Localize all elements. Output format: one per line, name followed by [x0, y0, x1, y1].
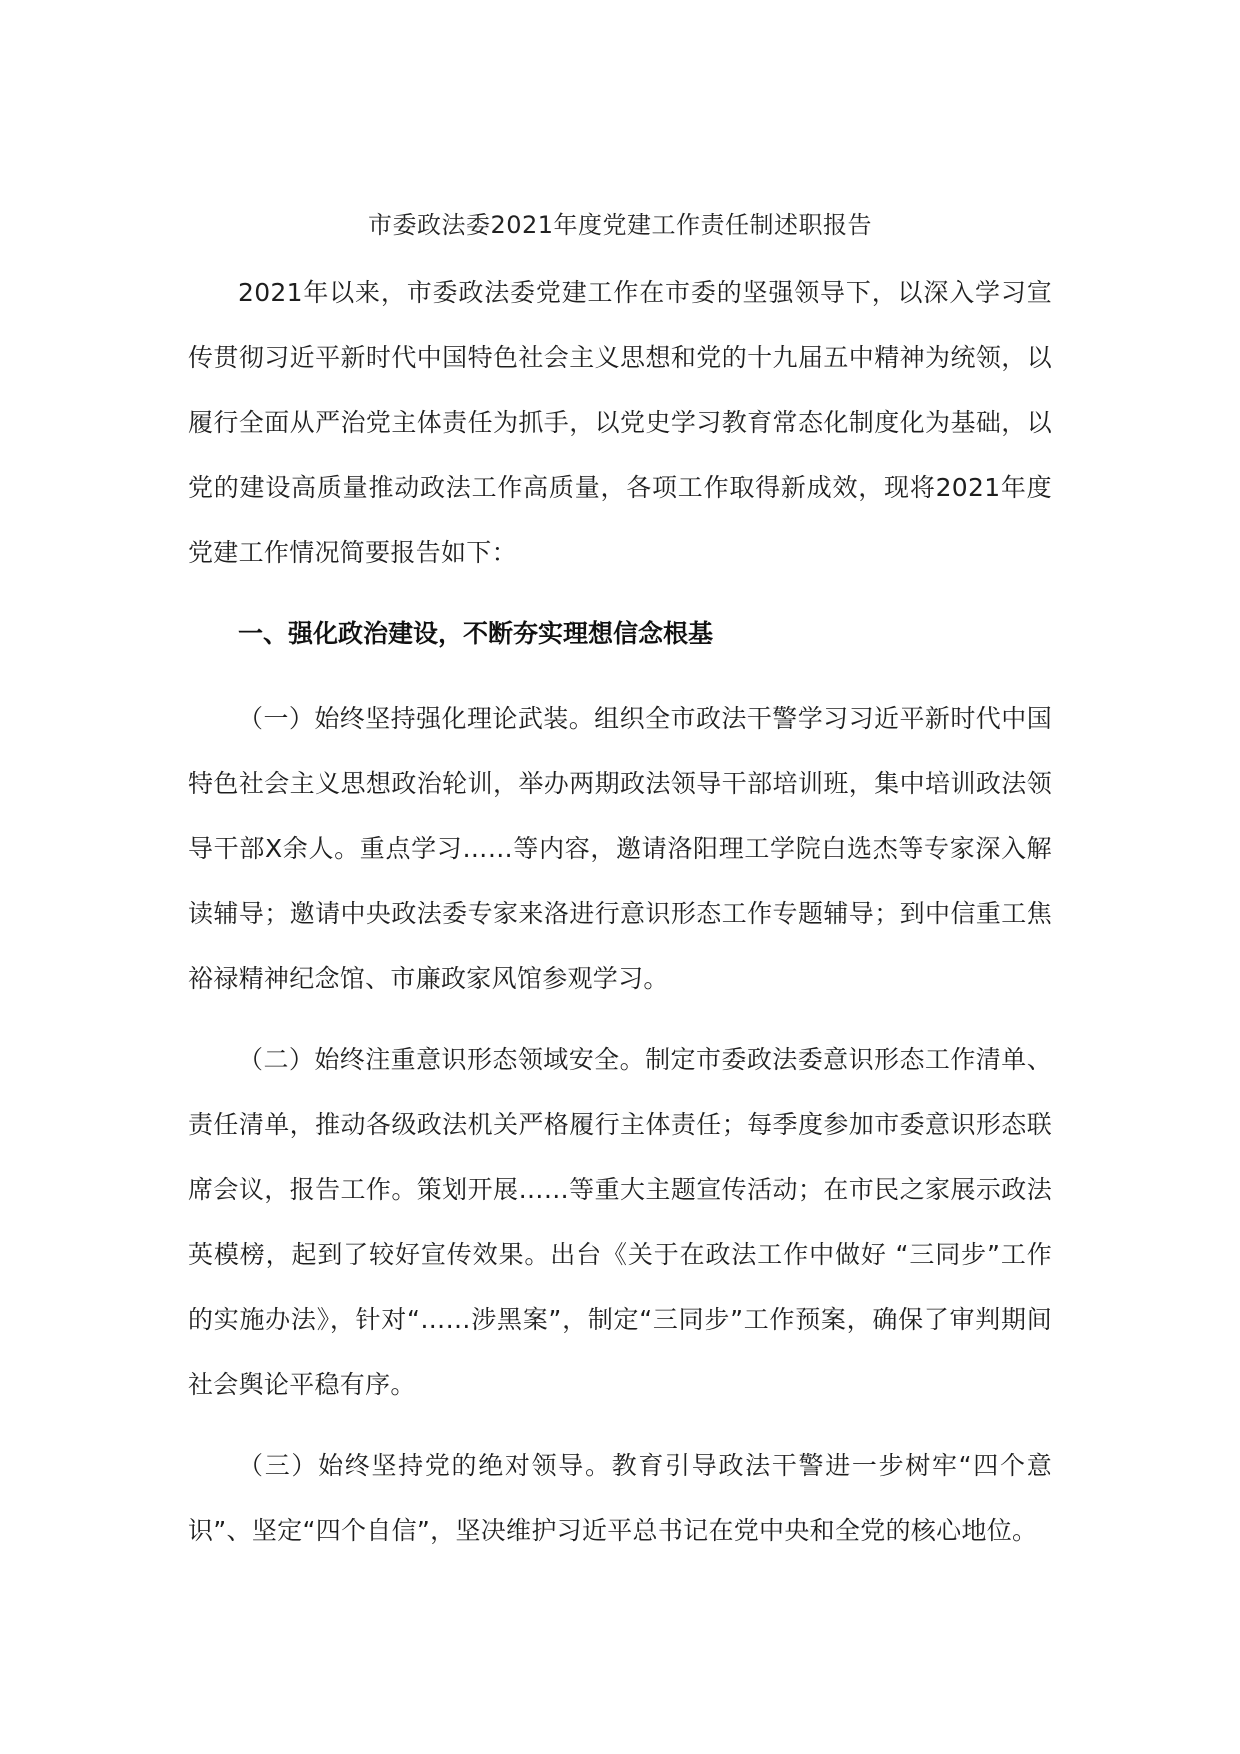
section-heading-1: 一、强化政治建设，不断夯实理想信念根基	[238, 619, 714, 648]
item-paragraph-3: （三）始终坚持党的绝对领导。教育引导政法干警进一步树牢“四个意识”、坚定“四个自信”，坚决维护习近平总书记在党中央和全党的核心地位。	[188, 1451, 1052, 1545]
intro-paragraph: 2021年以来，市委政法委党建工作在市委的坚强领导下，以深入学习宣传贯彻习近平新时代中国特色社会主义思想和党的十九届五中精神为统领，以履行全面从严治党主体责任为抓手，以党史学习教育常态化制度化为基础，以党的建设高质量推动政法工作高质量，各项工作取得新成效，现将2021年度党建工作情况简要报告如下：	[188, 278, 1052, 567]
item-paragraph-2: （二）始终注重意识形态领域安全。制定市委政法委意识形态工作清单、责任清单，推动各级政法机关严格履行主体责任；每季度参加市委意识形态联席会议，报告工作。策划开展……等重大主题宣传活动；在市民之家展示政法英模榜，起到了较好宣传效果。出台《关于在政法工作中做好 “三同步”工作的实施办法》，针对“……涉黑案”，制定“三同步”工作预案，确保了审判期间社会舆论平稳有序。	[188, 1045, 1052, 1399]
document-body	[188, 260, 1052, 1579]
item-paragraph-1: （一）始终坚持强化理论武装。组织全市政法干警学习习近平新时代中国特色社会主义思想政治轮训，举办两期政法领导干部培训班，集中培训政法领导干部X余人。重点学习……等内容，邀请洛阳理工学院白选杰等专家深入解读辅导；邀请中央政法委专家来洛进行意识形态工作专题辅导；到中信重工焦裕禄精神纪念馆、市廉政家风馆参观学习。	[188, 704, 1052, 993]
document-title: 市委政法委2021年度党建工作责任制述职报告	[367, 211, 873, 239]
